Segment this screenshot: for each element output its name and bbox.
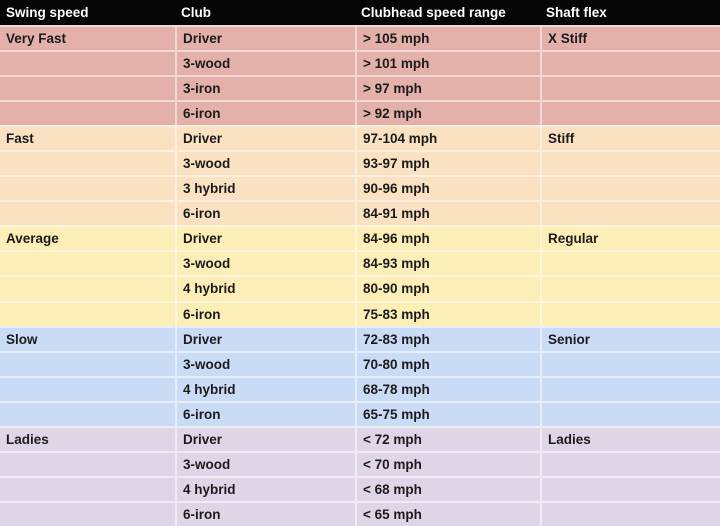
cell-swing-speed: Very Fast (6, 31, 67, 47)
cell-club: 3-wood (175, 52, 355, 75)
cell-shaft-flex (540, 353, 720, 376)
cell-club: 4 hybrid (175, 277, 355, 300)
cell-speed-range: 70-80 mph (355, 353, 540, 376)
table-row (0, 125, 720, 150)
cell-swing-speed (0, 77, 175, 100)
cell-club: Driver (175, 227, 355, 250)
column-header-shaft-flex: Shaft flex (546, 5, 607, 20)
cell-swing-speed (0, 478, 175, 501)
cell-shaft-flex (540, 177, 720, 200)
cell-club: 6-iron (175, 102, 355, 125)
cell-speed-range: 65-75 mph (355, 403, 540, 426)
cell-speed-range: > 97 mph (355, 77, 540, 100)
cell-shaft-flex (540, 152, 720, 175)
table-row (0, 100, 720, 125)
cell-speed-range: < 72 mph (355, 428, 540, 451)
cell-shaft-flex (540, 503, 720, 526)
cell-speed-range: 72-83 mph (355, 328, 540, 351)
table-row (0, 326, 720, 351)
cell-club: 4 hybrid (175, 478, 355, 501)
table-row (0, 75, 720, 100)
cell-swing-speed (0, 353, 175, 376)
cell-club: 3 hybrid (175, 177, 355, 200)
cell-shaft-flex (540, 52, 720, 75)
cell-swing-speed (0, 177, 175, 200)
cell-swing-speed (0, 102, 175, 125)
cell-club: 6-iron (175, 403, 355, 426)
cell-club: Driver (175, 428, 355, 451)
cell-club: 3-wood (175, 353, 355, 376)
table-row (0, 351, 720, 376)
cell-speed-range: 93-97 mph (355, 152, 540, 175)
table-row (0, 275, 720, 300)
cell-speed-range: 80-90 mph (355, 277, 540, 300)
table-row (0, 301, 720, 326)
cell-speed-range: < 70 mph (355, 453, 540, 476)
table-row (0, 376, 720, 401)
table-row (0, 25, 720, 50)
cell-shaft-flex: Regular (540, 227, 720, 250)
cell-club: Driver (175, 328, 355, 351)
column-header-clubhead-speed-range: Clubhead speed range (361, 5, 506, 20)
cell-shaft-flex (540, 303, 720, 326)
cell-speed-range: < 65 mph (355, 503, 540, 526)
cell-speed-range: 75-83 mph (355, 303, 540, 326)
table-row (0, 501, 720, 526)
table-row (0, 225, 720, 250)
cell-swing-speed (0, 202, 175, 225)
cell-club: Driver (175, 27, 355, 50)
cell-swing-speed (0, 303, 175, 326)
cell-club: 3-wood (175, 152, 355, 175)
cell-club: 3-wood (175, 252, 355, 275)
cell-speed-range: 84-93 mph (355, 252, 540, 275)
column-header-swing-speed: Swing speed (6, 5, 89, 20)
cell-swing-speed (0, 152, 175, 175)
cell-swing-speed (0, 403, 175, 426)
table-row (0, 50, 720, 75)
cell-shaft-flex (540, 77, 720, 100)
cell-shaft-flex (540, 478, 720, 501)
cell-speed-range: 90-96 mph (355, 177, 540, 200)
cell-speed-range: 84-96 mph (355, 227, 540, 250)
table-row (0, 476, 720, 501)
cell-swing-speed (0, 52, 175, 75)
cell-shaft-flex: Ladies (540, 428, 720, 451)
table-row (0, 150, 720, 175)
table-row (0, 401, 720, 426)
cell-shaft-flex (540, 453, 720, 476)
table-header-row (0, 0, 720, 25)
cell-speed-range: > 105 mph (355, 27, 540, 50)
cell-speed-range: < 68 mph (355, 478, 540, 501)
cell-shaft-flex: X Stiff (540, 27, 720, 50)
cell-speed-range: > 92 mph (355, 102, 540, 125)
cell-club: 6-iron (175, 202, 355, 225)
table-row (0, 426, 720, 451)
cell-club: 6-iron (175, 303, 355, 326)
cell-shaft-flex (540, 403, 720, 426)
cell-club: 3-wood (175, 453, 355, 476)
cell-swing-speed (0, 252, 175, 275)
cell-club: 4 hybrid (175, 378, 355, 401)
cell-shaft-flex (540, 252, 720, 275)
cell-swing-speed: Average (6, 231, 59, 247)
cell-club: Driver (175, 127, 355, 150)
cell-swing-speed: Fast (6, 131, 34, 147)
cell-swing-speed (0, 503, 175, 526)
cell-shaft-flex (540, 102, 720, 125)
cell-swing-speed: Slow (6, 331, 38, 347)
cell-swing-speed (0, 453, 175, 476)
cell-speed-range: 97-104 mph (355, 127, 540, 150)
cell-club: 3-iron (175, 77, 355, 100)
cell-speed-range: 68-78 mph (355, 378, 540, 401)
cell-swing-speed (0, 378, 175, 401)
cell-shaft-flex (540, 378, 720, 401)
table-row (0, 451, 720, 476)
cell-shaft-flex (540, 277, 720, 300)
cell-shaft-flex (540, 202, 720, 225)
table-row (0, 175, 720, 200)
cell-speed-range: 84-91 mph (355, 202, 540, 225)
cell-swing-speed: Ladies (6, 431, 49, 447)
cell-shaft-flex: Stiff (540, 127, 720, 150)
cell-speed-range: > 101 mph (355, 52, 540, 75)
column-header-club: Club (181, 5, 211, 20)
cell-swing-speed (0, 277, 175, 300)
cell-shaft-flex: Senior (540, 328, 720, 351)
table-row (0, 200, 720, 225)
table-row (0, 250, 720, 275)
cell-club: 6-iron (175, 503, 355, 526)
